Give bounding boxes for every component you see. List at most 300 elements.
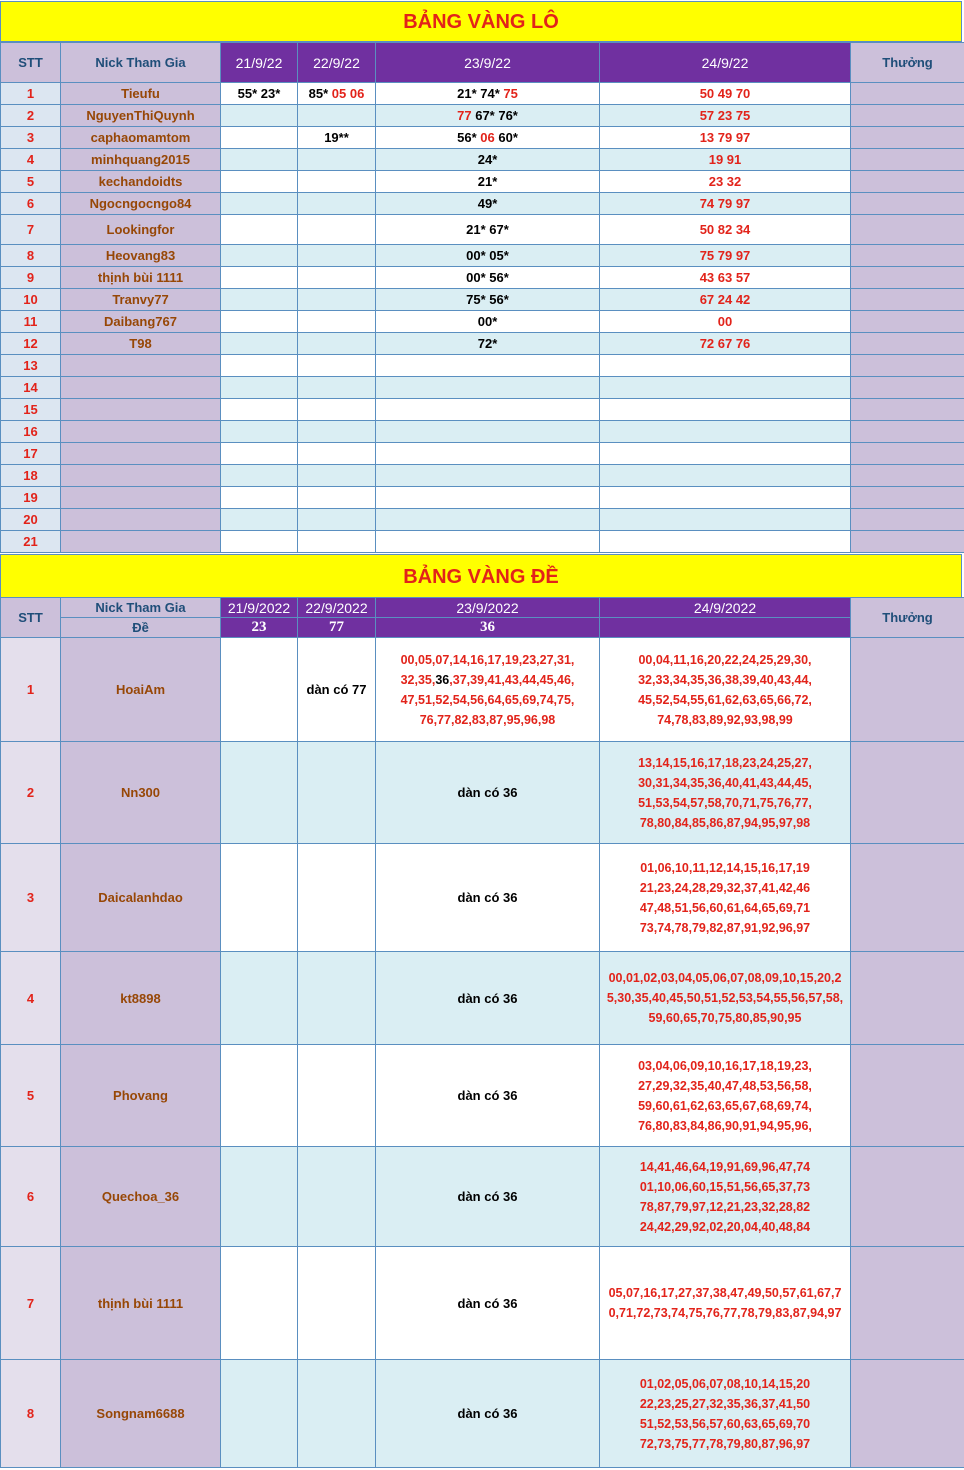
lo-stt-cell: 12 xyxy=(1,333,61,355)
lo-reward-cell xyxy=(851,355,964,377)
lo-stt-cell: 6 xyxy=(1,193,61,215)
lo-reward-cell xyxy=(851,465,964,487)
lo-row xyxy=(1,311,964,333)
lo-d2-cell xyxy=(298,127,376,149)
de-table xyxy=(0,597,964,1468)
de-d4-numbers xyxy=(600,753,850,833)
lo-d1-cell xyxy=(221,443,298,465)
lo-d2-cell xyxy=(298,193,376,215)
lo-header-date-1: 21/9/22 xyxy=(221,43,298,83)
lo-d1-cell xyxy=(221,149,298,171)
de-d4-numbers xyxy=(600,1157,850,1237)
de-d4-cell xyxy=(600,1045,851,1147)
lo-row xyxy=(1,289,964,311)
lo-stt-cell: 10 xyxy=(1,289,61,311)
lo-d2-cell xyxy=(298,487,376,509)
lo-reward-cell xyxy=(851,333,964,355)
lo-nick-cell: Daibang767 xyxy=(61,311,221,333)
lo-d2-cell xyxy=(298,443,376,465)
lo-d4-cell xyxy=(600,487,851,509)
lo-stt-cell: 15 xyxy=(1,399,61,421)
lo-d4-cell xyxy=(600,377,851,399)
lo-stt-cell: 9 xyxy=(1,267,61,289)
lo-d2-cell xyxy=(298,311,376,333)
de-row xyxy=(1,1045,964,1147)
lo-nick-cell xyxy=(61,399,221,421)
lo-d1-cell xyxy=(221,509,298,531)
de-d2-cell xyxy=(298,952,376,1045)
lo-row xyxy=(1,531,964,553)
de-nick-cell: Nn300 xyxy=(61,742,221,844)
de-row xyxy=(1,742,964,844)
de-d4-numbers xyxy=(600,1056,850,1136)
lo-d3-cell xyxy=(376,531,600,553)
de-stt-cell: 4 xyxy=(1,952,61,1045)
de-stt-cell: 5 xyxy=(1,1045,61,1147)
de-d2-cell xyxy=(298,1147,376,1247)
lo-d3-cell xyxy=(376,289,600,311)
de-header-stt: STT xyxy=(1,598,61,638)
lo-d3-red: 77 xyxy=(457,108,472,123)
lo-nick-cell xyxy=(61,487,221,509)
lo-row xyxy=(1,509,964,531)
de-reward-cell xyxy=(851,638,964,742)
de-d3-highlight: 36 xyxy=(435,672,450,687)
lo-d1-cell xyxy=(221,377,298,399)
lo-stt-cell: 16 xyxy=(1,421,61,443)
lo-nick-cell xyxy=(61,421,221,443)
lo-d2-black: 85* xyxy=(308,86,329,101)
de-d3-text: dàn có 36 xyxy=(457,1189,518,1204)
lo-stt-cell: 5 xyxy=(1,171,61,193)
lo-nick-cell: caphaomamtom xyxy=(61,127,221,149)
de-reward-cell xyxy=(851,1360,964,1468)
lo-reward-cell xyxy=(851,531,964,553)
de-d4-line: 78,80,84,85,86,87,94,95,97,98 xyxy=(639,815,811,830)
de-d1-cell xyxy=(221,1147,298,1247)
lo-reward-cell xyxy=(851,171,964,193)
lo-d2-cell xyxy=(298,465,376,487)
lo-d3-cell xyxy=(376,443,600,465)
lo-d1-cell xyxy=(221,193,298,215)
de-d2-cell: dàn có 77 xyxy=(298,638,376,742)
lo-reward-cell xyxy=(851,399,964,421)
lo-header-row xyxy=(1,43,964,83)
de-nick-cell: HoaiAm xyxy=(61,638,221,742)
de-d4-line: 76,80,83,84,86,90,91,94,95,96, xyxy=(638,1118,812,1133)
lo-reward-cell xyxy=(851,193,964,215)
de-d4-cell xyxy=(600,1147,851,1247)
lo-stt-cell: 17 xyxy=(1,443,61,465)
lo-d3-tail: 67* 76* xyxy=(475,108,518,123)
lo-d1-cell xyxy=(221,465,298,487)
de-row xyxy=(1,1247,964,1360)
lo-d3-cell xyxy=(376,83,600,105)
de-d1-cell xyxy=(221,1045,298,1147)
lo-nick-cell: Tieufu xyxy=(61,83,221,105)
lo-nick-cell: Lookingfor xyxy=(61,215,221,245)
lo-reward-cell xyxy=(851,149,964,171)
lo-d3-black: 21* 74* xyxy=(457,86,500,101)
lo-d4-cell xyxy=(600,443,851,465)
lo-nick-cell xyxy=(61,531,221,553)
lo-stt-cell: 3 xyxy=(1,127,61,149)
lo-d1-cell: 55* 23* xyxy=(221,83,298,105)
de-d4-cell xyxy=(600,952,851,1045)
lo-reward-cell xyxy=(851,421,964,443)
de-d4-line: 21,23,24,28,29,32,37,41,42,46 xyxy=(639,880,811,895)
lo-d3-cell xyxy=(376,487,600,509)
lo-d1-cell xyxy=(221,333,298,355)
lo-stt-cell: 18 xyxy=(1,465,61,487)
lo-d2-cell xyxy=(298,333,376,355)
de-d3-line: 76,77,82,83,87,95,96,98 xyxy=(419,712,556,727)
lo-d1-cell xyxy=(221,127,298,149)
de-d1-cell xyxy=(221,1247,298,1360)
lo-row xyxy=(1,421,964,443)
de-d4-line: 22,23,25,27,32,35,36,37,41,50 xyxy=(639,1396,811,1411)
lo-d2-cell xyxy=(298,105,376,127)
de-header-reward: Thưởng xyxy=(851,598,964,638)
lo-d3-cell xyxy=(376,245,600,267)
lo-stt-cell: 19 xyxy=(1,487,61,509)
de-d4-line: 14,41,46,64,19,91,69,96,47,74 xyxy=(639,1159,811,1174)
lo-header-nick: Nick Tham Gia xyxy=(61,43,221,83)
lo-header-date-4: 24/9/22 xyxy=(600,43,851,83)
de-d4-cell xyxy=(600,844,851,952)
de-d3-text: dàn có 36 xyxy=(457,1406,518,1421)
lo-row xyxy=(1,267,964,289)
lo-d3-black: 00* 56* xyxy=(466,270,509,285)
de-nick-cell: Phovang xyxy=(61,1045,221,1147)
lo-nick-cell: thịnh bùi 1111 xyxy=(61,267,221,289)
de-d4-line: 27,29,32,35,40,47,48,53,56,58, xyxy=(638,1078,812,1093)
de-d1-cell xyxy=(221,638,298,742)
lo-nick-cell: minhquang2015 xyxy=(61,149,221,171)
lo-row xyxy=(1,443,964,465)
lo-d2-black: 19** xyxy=(324,130,349,145)
lo-d3-cell xyxy=(376,421,600,443)
lo-d2-cell xyxy=(298,399,376,421)
de-row xyxy=(1,844,964,952)
lo-d4-cell xyxy=(600,355,851,377)
de-d3-cell xyxy=(376,952,600,1045)
lo-d3-black: 49* xyxy=(477,196,498,211)
lo-d1-cell xyxy=(221,245,298,267)
lo-reward-cell xyxy=(851,487,964,509)
lo-stt-cell: 8 xyxy=(1,245,61,267)
de-d4-line: 05,07,16,17,27,37,38,47,49,50,57,61,67,7 xyxy=(608,1286,842,1300)
lo-d2-cell xyxy=(298,421,376,443)
lo-d3-cell xyxy=(376,267,600,289)
lo-stt-cell: 20 xyxy=(1,509,61,531)
lo-header-stt: STT xyxy=(1,43,61,83)
de-nick-cell: Quechoa_36 xyxy=(61,1147,221,1247)
de-d3-cell xyxy=(376,1360,600,1468)
de-nick-cell: thịnh bùi 1111 xyxy=(61,1247,221,1360)
lo-nick-cell: Tranvy77 xyxy=(61,289,221,311)
lo-d4-cell: 74 79 97 xyxy=(600,193,851,215)
de-d4-numbers xyxy=(600,1374,850,1454)
lo-d2-cell xyxy=(298,215,376,245)
de-reward-cell xyxy=(851,1045,964,1147)
de-d4-line: 00,04,11,16,20,22,24,25,29,30, xyxy=(638,652,812,667)
lo-nick-cell xyxy=(61,465,221,487)
de-d4-line: 03,04,06,09,10,16,17,18,19,23, xyxy=(638,1058,812,1073)
de-header-date-3: 23/9/2022 xyxy=(376,598,600,618)
de-d2-cell xyxy=(298,742,376,844)
de-title-banner xyxy=(0,554,962,598)
lo-d2-cell xyxy=(298,509,376,531)
de-d1-cell xyxy=(221,844,298,952)
lo-reward-cell xyxy=(851,443,964,465)
lo-d4-cell: 00 xyxy=(600,311,851,333)
lo-row xyxy=(1,105,964,127)
lo-d3-black: 00* 05* xyxy=(466,248,509,263)
lo-d1-cell xyxy=(221,399,298,421)
de-d4-numbers xyxy=(600,1283,850,1323)
lo-d3-red: 75 xyxy=(503,86,518,101)
de-d4-line: 01,10,06,60,15,51,56,65,37,73 xyxy=(639,1179,811,1194)
lo-stt-cell: 4 xyxy=(1,149,61,171)
lo-row xyxy=(1,377,964,399)
lo-d4-cell: 50 82 34 xyxy=(600,215,851,245)
de-d2-cell xyxy=(298,1247,376,1360)
lo-d2-cell xyxy=(298,355,376,377)
lo-title-banner xyxy=(0,1,962,42)
lo-d1-cell xyxy=(221,105,298,127)
lo-d2-cell xyxy=(298,83,376,105)
lo-d3-black: 72* xyxy=(477,336,498,351)
lo-nick-cell: kechandoidts xyxy=(61,171,221,193)
de-d4-line: 24,42,29,92,02,20,04,40,48,84 xyxy=(639,1219,811,1234)
de-d3-cell xyxy=(376,844,600,952)
lo-d1-cell xyxy=(221,311,298,333)
lo-d4-cell: 19 91 xyxy=(600,149,851,171)
de-d4-numbers xyxy=(600,968,850,1028)
de-d4-line: 78,87,79,97,12,21,23,32,28,82 xyxy=(639,1199,811,1214)
de-result-row xyxy=(1,618,964,638)
lo-stt-cell: 2 xyxy=(1,105,61,127)
de-row xyxy=(1,638,964,742)
lo-d1-cell xyxy=(221,171,298,193)
de-d4-cell xyxy=(600,742,851,844)
lo-d1-cell xyxy=(221,289,298,311)
de-result-label: Đề xyxy=(61,618,221,638)
de-d4-line: 72,73,75,77,78,79,80,87,96,97 xyxy=(639,1436,811,1451)
lo-d3-black: 75* 56* xyxy=(466,292,509,307)
lo-stt-cell: 11 xyxy=(1,311,61,333)
de-d4-line: 73,74,78,79,82,87,91,92,96,97 xyxy=(639,920,811,935)
de-header-nick: Nick Tham Gia xyxy=(61,598,221,618)
de-d4-line: 00,01,02,03,04,05,06,07,08,09,10,15,20,2 xyxy=(608,971,842,985)
lo-d4-cell xyxy=(600,531,851,553)
lo-reward-cell xyxy=(851,377,964,399)
lo-d3-cell xyxy=(376,171,600,193)
de-d2-cell xyxy=(298,844,376,952)
lo-nick-cell xyxy=(61,443,221,465)
de-stt-cell: 2 xyxy=(1,742,61,844)
lo-d1-cell xyxy=(221,267,298,289)
lo-d2-red: 05 06 xyxy=(331,86,365,101)
lo-nick-cell xyxy=(61,377,221,399)
lo-d2-cell xyxy=(298,531,376,553)
lo-row xyxy=(1,193,964,215)
de-stt-cell: 1 xyxy=(1,638,61,742)
lo-d3-cell xyxy=(376,215,600,245)
lo-d3-cell xyxy=(376,127,600,149)
de-d2-cell xyxy=(298,1045,376,1147)
lo-d4-cell: 72 67 76 xyxy=(600,333,851,355)
de-title: BẢNG VÀNG ĐỀ xyxy=(403,566,559,588)
de-d3-line: 00,05,07,14,16,17,19,23,27,31, xyxy=(400,652,575,667)
de-d4-cell xyxy=(600,1360,851,1468)
lo-d1-cell xyxy=(221,531,298,553)
lo-d4-cell: 43 63 57 xyxy=(600,267,851,289)
de-header-row xyxy=(1,598,964,618)
lo-d1-cell xyxy=(221,215,298,245)
lo-row xyxy=(1,215,964,245)
lo-row xyxy=(1,83,964,105)
lo-d4-cell xyxy=(600,465,851,487)
lo-d3-red: 06 xyxy=(480,130,495,145)
lo-row xyxy=(1,487,964,509)
de-d4-line: 01,06,10,11,12,14,15,16,17,19 xyxy=(640,860,810,875)
lo-reward-cell xyxy=(851,245,964,267)
de-d3-text: dàn có 36 xyxy=(457,1295,518,1311)
de-stt-cell: 7 xyxy=(1,1247,61,1360)
lo-title: BẢNG VÀNG LÔ xyxy=(403,11,559,33)
lo-nick-cell: Heovang83 xyxy=(61,245,221,267)
lo-d3-tail: 60* xyxy=(498,130,518,145)
de-d4-line: 59,60,65,70,75,80,85,90,95 xyxy=(648,1011,802,1025)
de-d3-text: dàn có 36 xyxy=(457,990,518,1006)
lo-d3-cell xyxy=(376,149,600,171)
de-nick-cell: Daicalanhdao xyxy=(61,844,221,952)
de-d3-cell xyxy=(376,1147,600,1247)
de-d4-line: 13,14,15,16,17,18,23,24,25,27, xyxy=(638,755,812,770)
lo-stt-cell: 13 xyxy=(1,355,61,377)
de-d4-line: 30,31,34,35,36,40,41,43,44,45, xyxy=(638,775,812,790)
de-d2-cell xyxy=(298,1360,376,1468)
de-d4-numbers xyxy=(600,858,850,938)
lo-d4-cell: 67 24 42 xyxy=(600,289,851,311)
lo-reward-cell xyxy=(851,105,964,127)
de-d4-line: 59,60,61,62,63,65,67,68,69,74, xyxy=(638,1098,812,1113)
de-d3-line: 37,39,41,43,44,45,46, xyxy=(452,672,575,687)
de-header-date-1: 21/9/2022 xyxy=(221,598,298,618)
de-d4-cell xyxy=(600,1247,851,1360)
lo-d3-black: 00* xyxy=(477,314,498,329)
lo-d3-cell xyxy=(376,355,600,377)
de-reward-cell xyxy=(851,1247,964,1360)
de-d3-line: 47,51,52,54,56,64,65,69,74,75, xyxy=(400,692,575,707)
de-nick-cell: Songnam6688 xyxy=(61,1360,221,1468)
de-d3-cell xyxy=(376,638,600,742)
lo-row xyxy=(1,399,964,421)
lo-reward-cell xyxy=(851,83,964,105)
lo-d2-cell xyxy=(298,289,376,311)
lo-header-date-2: 22/9/22 xyxy=(298,43,376,83)
lo-d3-cell xyxy=(376,509,600,531)
de-d4-line: 32,33,34,35,36,38,39,40,43,44, xyxy=(638,672,812,687)
lo-nick-cell: NguyenThiQuynh xyxy=(61,105,221,127)
de-d4-line: 45,52,54,55,61,62,63,65,66,72, xyxy=(638,692,812,707)
de-d4-line: 5,30,35,40,45,50,51,52,53,54,55,56,57,58, xyxy=(606,991,844,1005)
lo-d1-cell xyxy=(221,421,298,443)
lo-reward-cell xyxy=(851,509,964,531)
lo-d4-cell xyxy=(600,399,851,421)
de-d3-line-prefix: 32,35, xyxy=(400,672,436,687)
lo-reward-cell xyxy=(851,267,964,289)
lo-nick-cell: T98 xyxy=(61,333,221,355)
de-d1-cell xyxy=(221,742,298,844)
lo-header-date-3: 23/9/22 xyxy=(376,43,600,83)
de-d3-text: dàn có 36 xyxy=(457,1088,518,1103)
de-header-date-2: 22/9/2022 xyxy=(298,598,376,618)
lo-d2-cell xyxy=(298,377,376,399)
de-d3-text: dàn có 36 xyxy=(457,890,518,905)
lo-reward-cell xyxy=(851,215,964,245)
de-d3-text: dàn có 36 xyxy=(457,785,518,800)
de-d4-cell xyxy=(600,638,851,742)
de-d4-line: 51,53,54,57,58,70,71,75,76,77, xyxy=(638,795,812,810)
lo-stt-cell: 21 xyxy=(1,531,61,553)
de-stt-cell: 8 xyxy=(1,1360,61,1468)
de-d4-line: 0,71,72,73,74,75,76,77,78,79,83,87,94,97 xyxy=(608,1306,842,1320)
de-reward-cell xyxy=(851,1147,964,1247)
lo-stt-cell: 1 xyxy=(1,83,61,105)
lo-d2-cell xyxy=(298,149,376,171)
de-result-4 xyxy=(600,618,851,638)
de-d4-numbers xyxy=(600,650,850,730)
de-result-1: 23 xyxy=(221,618,298,638)
lo-d3-black: 21* 67* xyxy=(466,222,509,237)
lo-d4-cell: 23 32 xyxy=(600,171,851,193)
lo-stt-cell: 14 xyxy=(1,377,61,399)
de-d4-line: 01,02,05,06,07,08,10,14,15,20 xyxy=(639,1376,811,1391)
lo-nick-cell xyxy=(61,355,221,377)
de-d1-cell xyxy=(221,952,298,1045)
de-result-3: 36 xyxy=(376,618,600,638)
lo-d4-cell: 13 79 97 xyxy=(600,127,851,149)
de-d4-line: 74,78,83,89,92,93,98,99 xyxy=(657,712,793,727)
de-result-2: 77 xyxy=(298,618,376,638)
lo-d2-cell xyxy=(298,267,376,289)
de-row xyxy=(1,1360,964,1468)
de-reward-cell xyxy=(851,844,964,952)
lo-d3-cell xyxy=(376,193,600,215)
lo-row xyxy=(1,465,964,487)
lo-row xyxy=(1,149,964,171)
lo-row xyxy=(1,355,964,377)
lo-d4-cell: 75 79 97 xyxy=(600,245,851,267)
lo-d1-cell xyxy=(221,487,298,509)
lo-d3-cell xyxy=(376,465,600,487)
de-d1-cell xyxy=(221,1360,298,1468)
lo-table xyxy=(0,42,964,553)
lo-d4-cell: 50 49 70 xyxy=(600,83,851,105)
lo-d3-cell xyxy=(376,377,600,399)
lo-reward-cell xyxy=(851,289,964,311)
lo-d3-black: 56* xyxy=(457,130,477,145)
lo-d4-cell: 57 23 75 xyxy=(600,105,851,127)
lo-d1-cell xyxy=(221,355,298,377)
de-header-date-4: 24/9/2022 xyxy=(600,598,851,618)
lo-row xyxy=(1,127,964,149)
lo-reward-cell xyxy=(851,311,964,333)
lo-d3-black: 21* xyxy=(477,174,498,189)
